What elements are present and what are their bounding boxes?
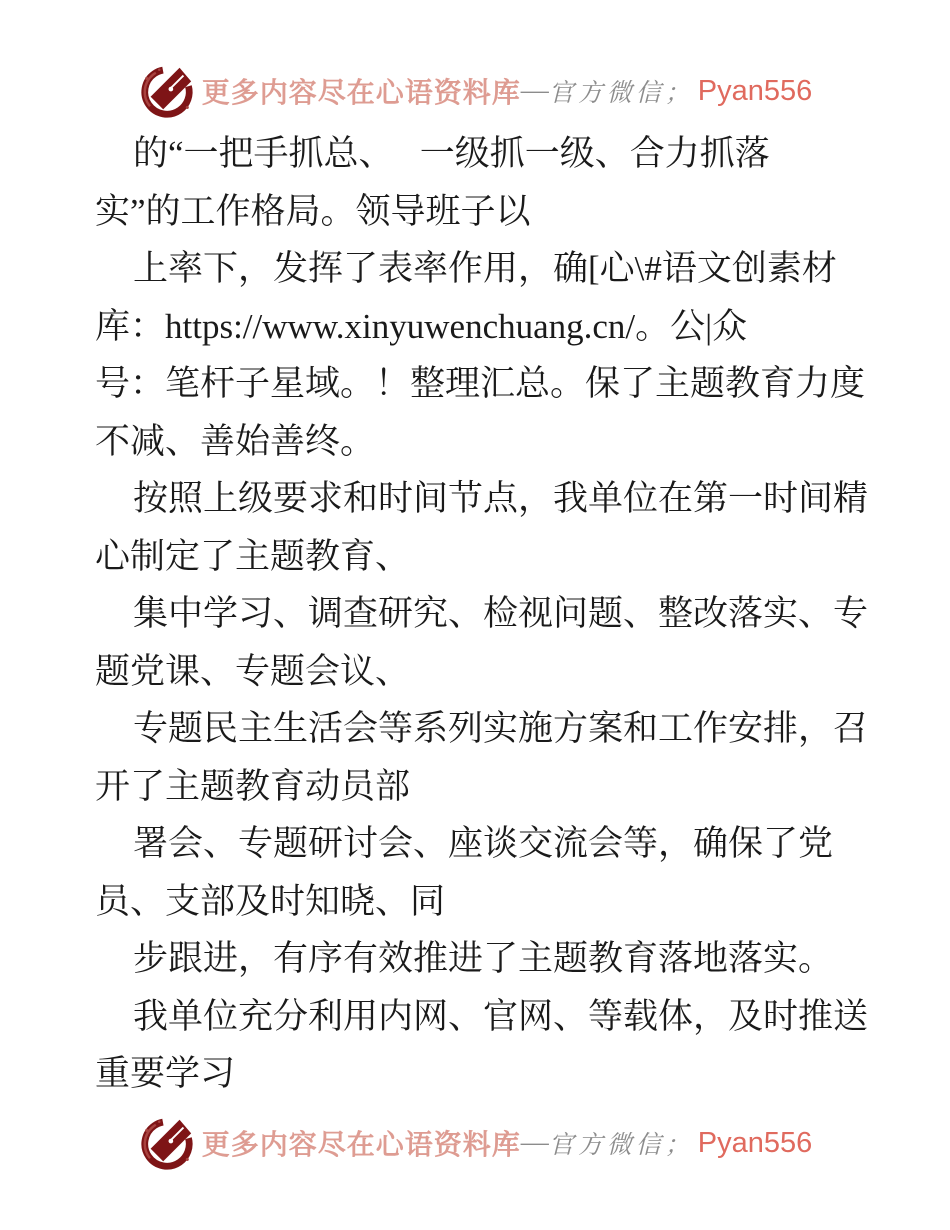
document-line: 重要学习 [95, 1054, 236, 1093]
document-line: 心制定了主题教育、 [95, 536, 411, 576]
document-line: 步跟进，有序有效推进了主题教育落地落实。 [133, 939, 834, 978]
document-line: 员、支部及时知晓、同 [95, 881, 446, 921]
footer-wechat-id: Pyan556 [697, 1126, 813, 1159]
header-brand-text: 更多内容尽在心语资料库 [201, 78, 521, 109]
document-line: 的“一把手抓总、 一级抓一级、合力抓落 [133, 134, 770, 173]
footer-brand-text: 更多内容尽在心语资料库 [201, 1130, 521, 1161]
document-line: 按照上级要求和时间节点，我单位在第一时间精 [133, 479, 869, 518]
document-line: 不减、善始善终。 [95, 421, 376, 461]
document-line: 专题民主生活会等系列实施方案和工作安排，召 [133, 709, 869, 748]
document-line: 集中学习、调查研究、检视问题、整改落实、专 [133, 594, 869, 633]
footer-dash: — [520, 1127, 549, 1158]
document-line: 库：https://www.xinyuwenchuang.cn/。公|众 [95, 306, 748, 346]
document-line: 上率下，发挥了表率作用，确[心\#语文创素材 [133, 249, 837, 288]
document-line: 我单位充分利用内网、官网、等载体，及时推送 [133, 996, 869, 1036]
document-line: 署会、专题研讨会、座谈交流会等，确保了党 [133, 824, 834, 863]
footer-watermark [0, 1112, 950, 1174]
header-dash: — [520, 75, 549, 106]
document-line: 题党课、专题会议、 [95, 651, 411, 691]
pen-nib-circle-logo-icon [138, 62, 196, 120]
document-line: 号：笔杆子星域。！整理汇总。保了主题教育力度 [95, 364, 866, 403]
document-line: 实”的工作格局。领导班子以 [95, 191, 531, 231]
pen-nib-circle-logo-icon [138, 1114, 196, 1172]
document-line: 开了主题教育动员部 [95, 766, 411, 806]
document-body [95, 125, 869, 1103]
header-wechat-id: Pyan556 [697, 74, 813, 107]
footer-wechat-label: 官方微信； [548, 1132, 694, 1159]
header-watermark [0, 60, 950, 122]
header-wechat-label: 官方微信； [548, 80, 694, 107]
